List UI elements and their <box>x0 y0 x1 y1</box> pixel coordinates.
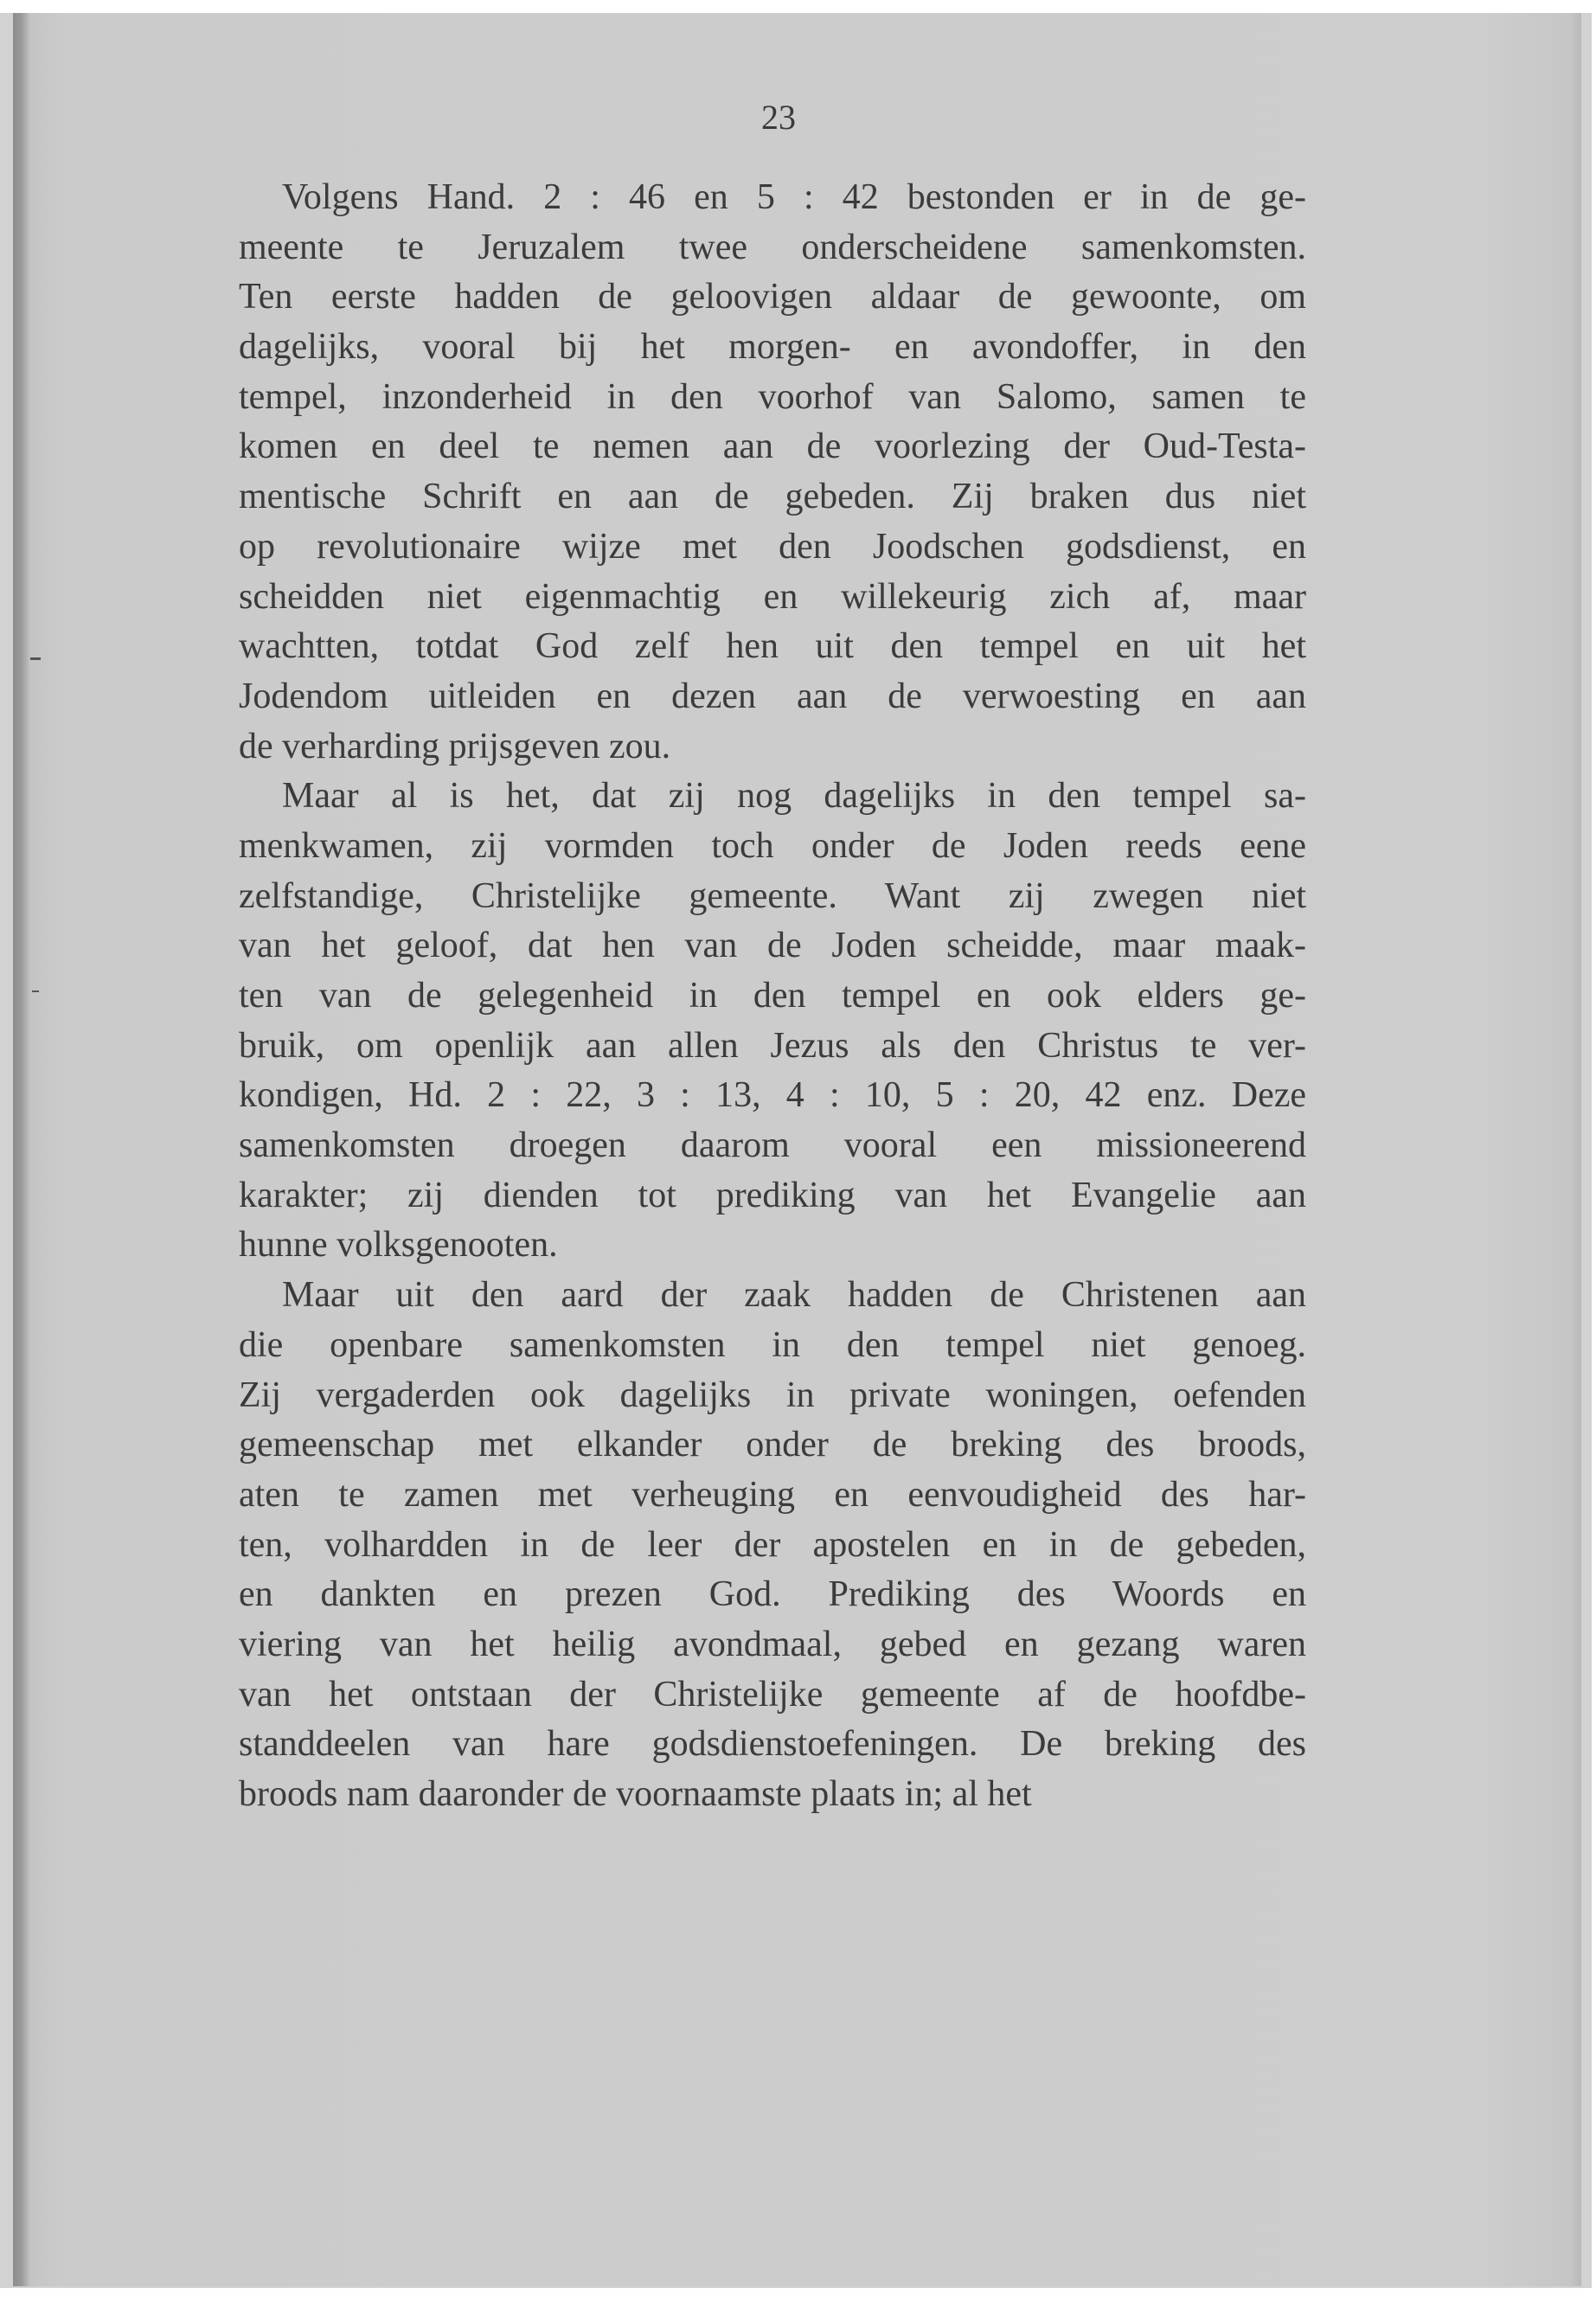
text-line: standdeelen van hare godsdienstoefeningen. De breking des <box>239 1724 1306 1765</box>
text-line: Zij vergaderden ook dagelijks in private woningen, oefenden <box>239 1375 1306 1415</box>
text-line: zelfstandige, Christelijke gemeente. Want zij zwegen niet <box>239 875 1306 916</box>
text-line: broods nam daaronder de voornaamste plaats in; al het <box>239 1774 1032 1814</box>
margin-mark <box>30 657 41 660</box>
text-line: Maar al is het, dat zij nog dagelijks in den tempel sa- <box>282 776 1306 817</box>
text-line: kondigen, Hd. 2 : 22, 3 : 13, 4 : 10, 5 : 20, 42 enz. Deze <box>239 1075 1306 1116</box>
text-line: van het geloof, dat hen van de Joden scheidde, maar maak- <box>239 926 1306 966</box>
text-line: komen en deel te nemen aan de voorlezing der Oud-Testa- <box>239 426 1306 467</box>
margin-mark <box>32 990 39 992</box>
text-line: ten van de gelegenheid in den tempel en ook elders ge- <box>239 976 1306 1016</box>
text-line: wachtten, totdat God zelf hen uit den tempel en uit het <box>239 626 1306 667</box>
text-line: aten te zamen met verheuging en eenvoudigheid des har- <box>239 1474 1306 1515</box>
paragraph <box>239 772 1306 1271</box>
text-line: op revolutionaire wijze met den Joodschen godsdienst, en <box>239 526 1306 567</box>
text-line: scheidden niet eigenmachtig en willekeurig zich af, maar <box>239 576 1306 617</box>
text-line: en dankten en prezen God. Prediking des Woords en <box>239 1574 1306 1615</box>
text-line: bruik, om openlijk aan allen Jezus als den Christus te ver- <box>239 1025 1306 1066</box>
text-line: Volgens Hand. 2 : 46 en 5 : 42 bestonden er in de ge- <box>282 177 1306 217</box>
text-line: tempel, inzonderheid in den voorhof van Salomo, samen te <box>239 376 1306 417</box>
text-line: hunne volksgenooten. <box>239 1225 558 1266</box>
text-line: samenkomsten droegen daarom vooral een missioneerend <box>239 1125 1306 1166</box>
text-line: ten, volhardden in de leer der apostelen en in de gebeden, <box>239 1524 1306 1565</box>
text-line: Maar uit den aard der zaak hadden de Christenen aan <box>282 1275 1306 1316</box>
text-line: die openbare samenkomsten in den tempel niet genoeg. <box>239 1324 1306 1365</box>
text-line: Ten eerste hadden de geloovigen aldaar de gewoonte, om <box>239 277 1306 317</box>
text-line: mentische Schrift en aan de gebeden. Zij braken dus niet <box>239 477 1306 517</box>
body-text <box>239 173 1306 1820</box>
text-line: viering van het heilig avondmaal, gebed en gezang waren <box>239 1624 1306 1664</box>
text-line: menkwamen, zij vormden toch onder de Joden reeds eene <box>239 825 1306 866</box>
paragraph <box>239 1271 1306 1820</box>
text-line: de verharding prijsgeven zou. <box>239 726 671 766</box>
text-line: dagelijks, vooral bij het morgen- en avondoffer, in den <box>239 327 1306 368</box>
paragraph <box>239 173 1306 772</box>
text-line: Jodendom uitleiden en dezen aan de verwoesting en aan <box>239 676 1306 716</box>
text-line: karakter; zij dienden tot prediking van het Evangelie aan <box>239 1175 1306 1215</box>
text-line: gemeenschap met elkander onder de breking des broods, <box>239 1425 1306 1465</box>
text-line: van het ontstaan der Christelijke gemeente af de hoofdbe- <box>239 1674 1306 1715</box>
page-number: 23 <box>761 98 796 137</box>
text-line: meente te Jeruzalem twee onderscheidene samenkomsten. <box>239 227 1306 267</box>
